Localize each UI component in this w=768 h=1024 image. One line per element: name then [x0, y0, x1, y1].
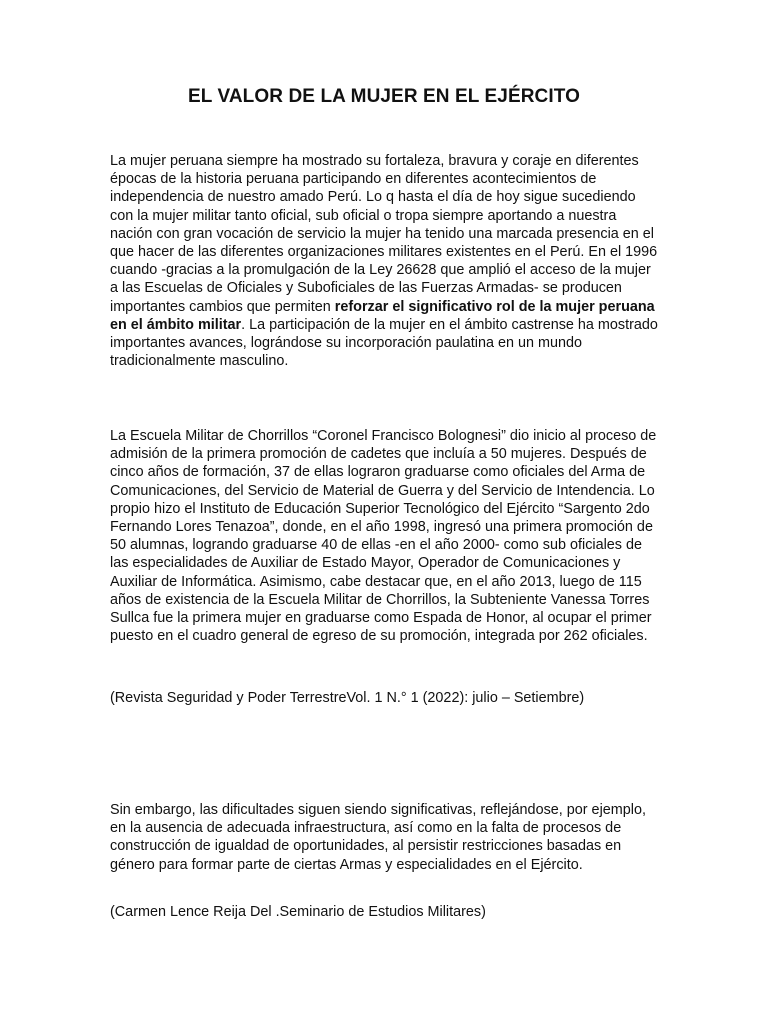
- document-title: EL VALOR DE LA MUJER EN EL EJÉRCITO: [187, 86, 580, 107]
- paragraph-1: [110, 152, 660, 370]
- paragraph-2: La Escuela Militar de Chorrillos “Coronel Francisco Bolognesi” dio inicio al proceso de admisión de la primera promoción de cadetes que incluía a 50 mujeres. Después de cinco años de formación, 37 de ellas lograron graduarse como oficiales del Arma de Comunicaciones, del Servicio de Material de Guerra y del Servicio de Intendencia. Lo propio hizo el Instituto de Educación Superior Tecnológico del Ejército “Sargento 2do Fernando Lores Tenazoa”, donde, en el año 1998, ingresó una primera promoción de 50 alumnas, logrando graduarse 40 de ellas -en el año 2000- como sub oficiales de las especialidades de Auxiliar de Estado Mayor, Operador de Comunicaciones y Auxiliar de Informática. Asimismo, cabe destacar que, en el año 2013, luego de 115 años de existencia de la Escuela Militar de Chorrillos, la Subteniente Vanessa Torres Sullca fue la primera mujer en graduarse como Espada de Honor, al ocupar el primer puesto en el cuadro general de egreso de su promoción, integrada por 262 oficiales.: [110, 428, 657, 645]
- paragraph-1-bold-text: reforzar el significativo rol de la mujer peruana en el ámbito militar: [110, 298, 655, 333]
- paragraph-3: Sin embargo, las dificultades siguen siendo significativas, reflejándose, por ejemplo, en la ausencia de adecuada infraestructura, así como en la falta de procesos de construcción de igualdad de oportunidades, al persistir restricciones basadas en género para formar parte de ciertas Armas y especialidades en el Ejército.: [110, 802, 646, 873]
- paragraph-1-text-start: La mujer peruana siempre ha mostrado su fortaleza, bravura y coraje en diferentes épocas de la historia peruana participando en diferentes acontecimientos de independencia de nuestro amado Perú. Lo q hasta el día de hoy sigue sucediendo con la mujer militar tanto oficial, sub oficial o tropa siempre aportando a nuestra nación con gran vocación de servicio la mujer ha tenido una marcada presencia en el que hacer de las diferentes organizaciones militares existentes en el Perú. En el 1996 cuando -gracias a la promulgación de la Ley 26628 que amplió el acceso de la mujer a las Escuelas de Oficiales y Suboficiales de las Fuerzas Armadas- se producen importantes cambios que permiten: [110, 153, 658, 315]
- citation-2: (Carmen Lence Reija Del .Seminario de Estudios Militares): [110, 904, 486, 920]
- paragraph-1-text-end: . La participación de la mujer en el ámbito castrense ha mostrado importantes avances, lográndose su incorporación paulatina en un mundo tradicionalmente masculino.: [110, 316, 658, 370]
- citation-1: (Revista Seguridad y Poder TerrestreVol. 1 N.° 1 (2022): julio – Setiembre): [110, 690, 585, 706]
